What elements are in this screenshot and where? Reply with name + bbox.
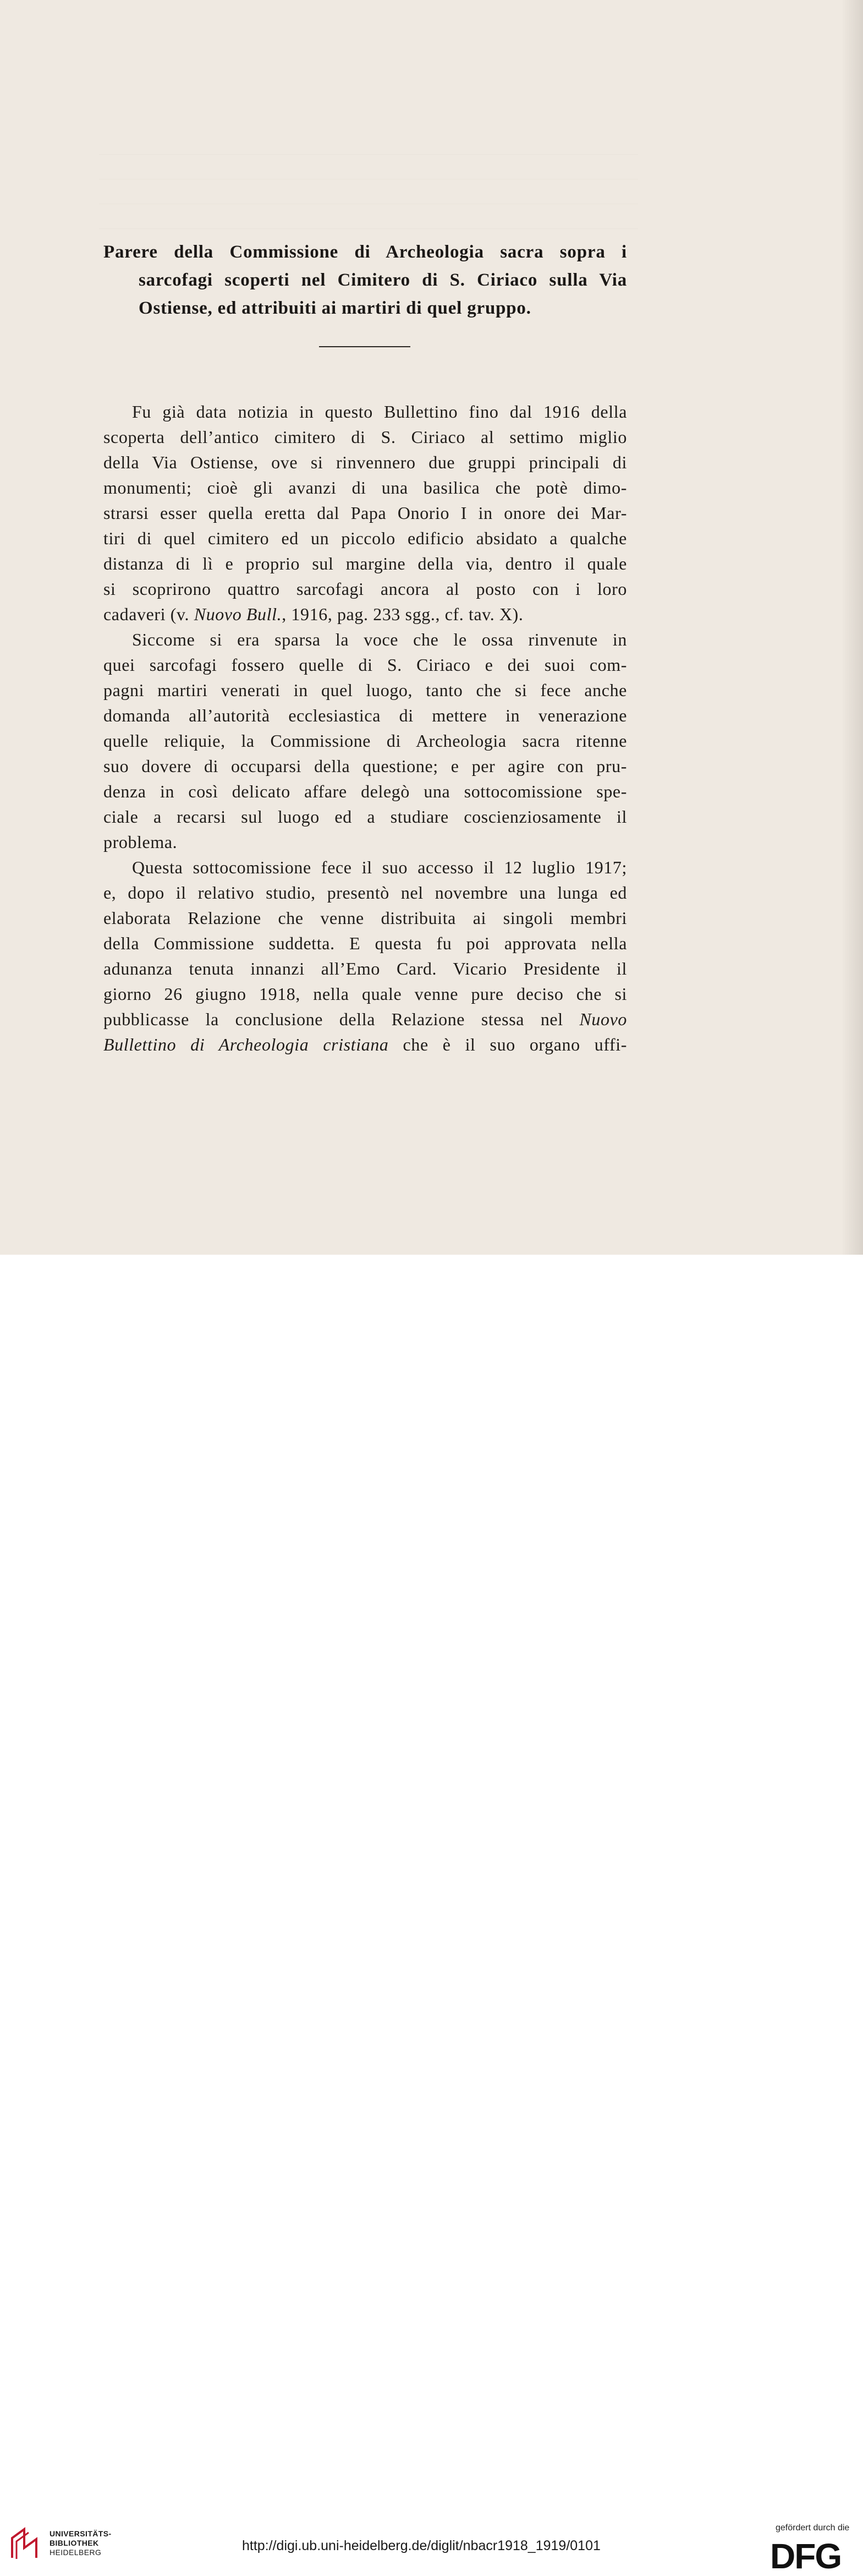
bleed-through-text [99, 132, 638, 231]
university-library-logo-icon [8, 2526, 44, 2562]
text-line: pagni martiri venerati in quel luogo, tanto che si fece anche [103, 680, 627, 700]
paragraph-3 [103, 855, 627, 1057]
funding-caption: gefördert durch die [776, 2523, 850, 2533]
title-line: Parere della Commissione di Archeologia sacra sopra i [103, 242, 627, 262]
text-line: denza in così delicato affare delegò una sottocomissione spe- [103, 781, 627, 801]
text-line: giorno 26 giugno 1918, nella quale venne pure deciso che si [103, 984, 627, 1004]
text-line [103, 1007, 627, 1032]
text-line: e, dopo il relativo studio, presentò nel novembre una lunga ed [103, 883, 627, 903]
text-line: quelle reliquie, la Commissione di Archeologia sacra ritenne [103, 731, 627, 751]
library-name [50, 2529, 112, 2557]
text-line [103, 1032, 627, 1057]
article-body [103, 399, 627, 1057]
text-line: Fu già data notizia in questo Bullettino fino dal 1916 della [132, 402, 627, 422]
title-line: sarcofagi scoperti nel Cimitero di S. Ciriaco sulla Via [139, 270, 627, 290]
text-segment: pubblicasse la conclusione della Relazione stessa nel [103, 1009, 580, 1029]
text-line: Siccome si era sparsa la voce che le ossa rinvenute in [132, 630, 627, 649]
text-line: della Commissione suddetta. E questa fu poi approvata nella [103, 933, 627, 953]
title-line: Ostiense, ed attribuiti ai martiri di quel gruppo. [139, 298, 531, 318]
article-title [103, 238, 627, 322]
text-line: adunanza tenuta innanzi all’Emo Card. Vicario Presidente il [103, 959, 627, 978]
dfg-logo: DFG [770, 2536, 842, 2576]
text-line: elaborata Relazione che venne distribuita ai singoli membri [103, 908, 627, 928]
text-line: ciale a recarsi sul luogo ed a studiare coscienziosamente il [103, 807, 627, 827]
digitization-footer [0, 1255, 863, 2576]
text-segment: che è il suo organo uffi- [388, 1035, 627, 1054]
text-line [103, 601, 627, 627]
library-name-line: HEIDELBERG [50, 2548, 102, 2557]
library-name-line: UNIVERSITÄTS- [50, 2529, 112, 2538]
paragraph-1 [103, 399, 627, 627]
text-line: quei sarcofagi fossero quelle di S. Ciriaco e dei suoi com- [103, 655, 627, 675]
scanned-page [0, 0, 863, 1255]
italic-reference: Nuovo [579, 1009, 627, 1029]
text-line: strarsi esser quella eretta dal Papa Onorio I in onore dei Mar- [103, 503, 627, 523]
text-line: Questa sottocomissione fece il suo accesso il 12 luglio 1917; [132, 857, 627, 877]
text-segment: cadaveri (v. [103, 604, 194, 624]
text-segment: , 1916, pag. 233 sgg., cf. tav. X). [282, 604, 524, 624]
title-divider [319, 346, 410, 347]
text-line: distanza di lì e proprio sul margine della via, dentro il quale [103, 554, 627, 573]
text-line: scoperta dell’antico cimitero di S. Ciriaco al settimo miglio [103, 427, 627, 447]
text-line: monumenti; cioè gli avanzi di una basilica che potè dimo- [103, 478, 627, 497]
permalink-url[interactable]: http://digi.ub.uni-heidelberg.de/diglit/nbacr1918_1919/0101 [242, 2538, 601, 2553]
text-line: domanda all’autorità ecclesiastica di mettere in venerazione [103, 705, 627, 725]
text-line: della Via Ostiense, ove si rinvennero due gruppi principali di [103, 452, 627, 472]
text-line: suo dovere di occuparsi della questione; e per agire con pru- [103, 756, 627, 776]
text-line: si scoprirono quattro sarcofagi ancora al posto con i loro [103, 579, 627, 599]
library-name-line: BIBLIOTHEK [50, 2539, 99, 2547]
italic-reference: Bullettino di Archeologia cristiana [103, 1035, 389, 1054]
italic-reference: Nuovo Bull. [194, 604, 282, 624]
text-line: problema. [103, 832, 178, 852]
paragraph-2 [103, 627, 627, 855]
text-line: tiri di quel cimitero ed un piccolo edificio absidato a qualche [103, 528, 627, 548]
